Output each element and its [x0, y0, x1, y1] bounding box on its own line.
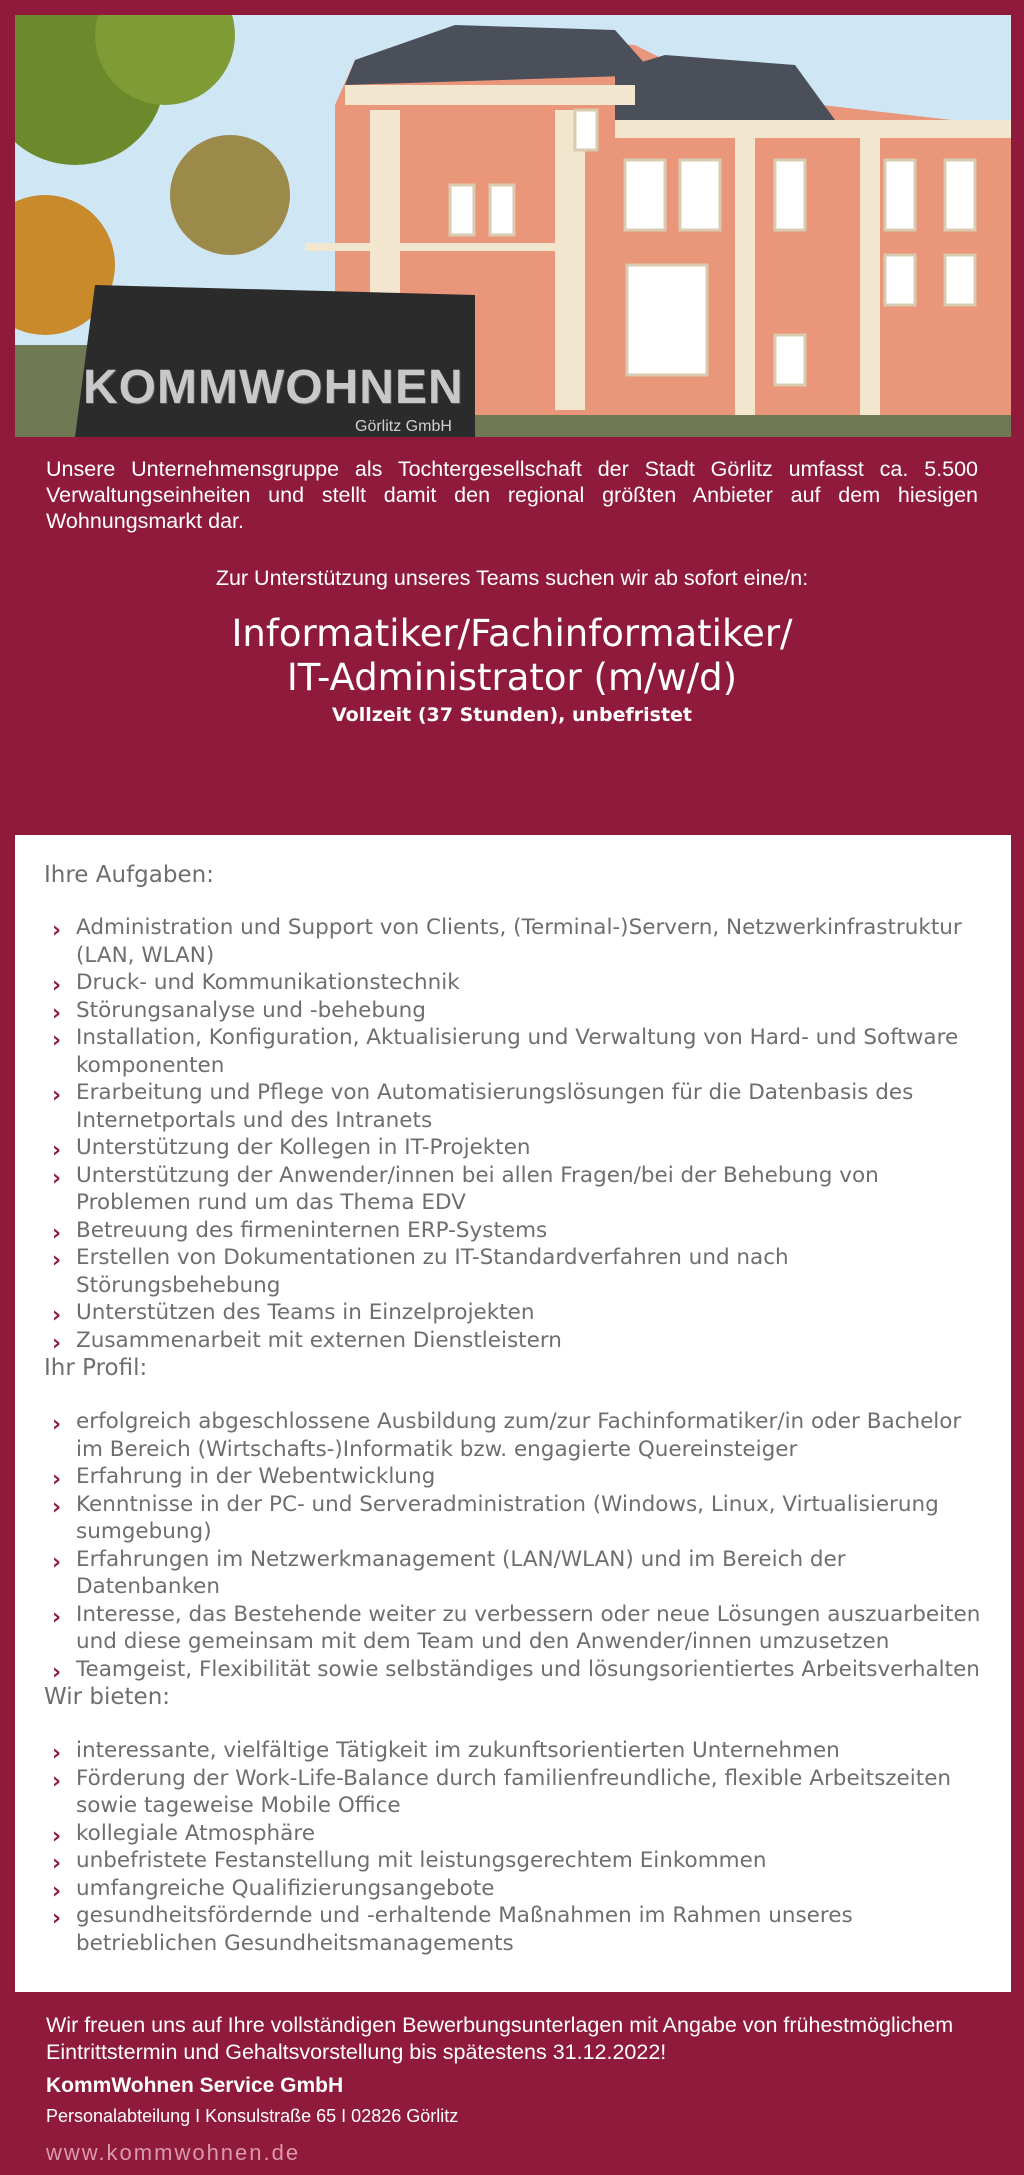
offer-heading: Wir bieten: — [44, 1684, 171, 1710]
offer-list — [44, 1737, 984, 1957]
job-title-line-2: IT-Administrator (m/w/d) — [286, 656, 738, 699]
list-item: › Teamgeist, Flexibilität sowie selbständiges und lösungsorientiertes Arbeitsverhalten — [52, 1656, 980, 1685]
list-item: › Zusammenarbeit mit externen Dienstleistern — [52, 1327, 562, 1356]
list-item: › Unterstützung der Kollegen in IT-Projekten — [52, 1135, 531, 1163]
job-title-line-1: Informatiker/Fachinformatiker/ — [231, 612, 793, 655]
chevron-right-icon: › — [52, 973, 62, 998]
intro-paragraph: Unsere Unternehmensgruppe als Tochtergesellschaft der Stadt Görlitz umfasst ca. 5.500 Verwaltungseinheiten und stellt damit den regional größten Anbieter auf dem hiesigen Wohnungsmarkt dar. — [46, 457, 978, 533]
list-item: › gesundheitsfördernde und -erhaltende Maßnahmen im Rahmen unseres betrieblichen Gesundheitsmanagements — [52, 1903, 853, 1956]
list-item: › Erarbeitung und Pflege von Automatisierungslösungen für die Datenbasis des Internetportals und des Intranets — [52, 1080, 914, 1133]
chevron-right-icon: › — [52, 1851, 62, 1876]
list-item: › Betreuung des firmeninternen ERP-Systems — [52, 1217, 548, 1246]
chevron-right-icon: › — [52, 1165, 62, 1191]
chevron-right-icon: › — [52, 1138, 62, 1163]
chevron-right-icon: › — [52, 1768, 62, 1794]
chevron-right-icon: › — [52, 1248, 62, 1273]
list-item: › interessante, vielfältige Tätigkeit im zukunftsorientierten Unternehmen — [52, 1738, 840, 1766]
company-address: Personalabteilung I Konsulstraße 65 I 02826 Görlitz — [46, 2106, 459, 2126]
search-line: Zur Unterstützung unseres Teams suchen wir ab sofort eine/n: — [215, 566, 809, 590]
application-note: Wir freuen uns auf Ihre vollständigen Bewerbungsunterlagen mit Angabe von frühestmöglichem Eintrittstermin und Gehaltsvorstellung bis spätestens 31.12.2022! — [46, 2013, 954, 2064]
list-item: › Förderung der Work-Life-Balance durch familienfreundliche, flexible Arbeitszeiten sowie tageweise Mobile Office — [52, 1765, 952, 1818]
chevron-right-icon: › — [52, 1659, 62, 1685]
list-item: › kollegiale Atmosphäre — [52, 1820, 315, 1849]
chevron-right-icon: › — [52, 1303, 62, 1328]
list-item: › Unterstützen des Teams in Einzelprojekten — [52, 1300, 535, 1328]
profile-list — [44, 1408, 984, 1683]
job-subtitle: Vollzeit (37 Stunden), unbefristet — [331, 704, 693, 726]
chevron-right-icon: › — [52, 1494, 62, 1520]
company-name: KommWohnen Service GmbH — [46, 2074, 344, 2097]
chevron-right-icon: › — [52, 918, 62, 943]
list-item: › umfangreiche Qualifizierungsangebote — [52, 1875, 495, 1904]
list-item: › Erstellen von Dokumentationen zu IT-Standardverfahren und nach Störungsbehebung — [52, 1245, 789, 1298]
tasks-heading: Ihre Aufgaben: — [44, 862, 214, 888]
chevron-right-icon: › — [52, 1083, 62, 1108]
chevron-right-icon: › — [52, 1220, 62, 1246]
chevron-right-icon: › — [52, 1467, 62, 1492]
list-item: › Druck- und Kommunikationstechnik — [52, 970, 460, 998]
chevron-right-icon: › — [52, 1330, 62, 1356]
website-link[interactable]: www.kommwohnen.de — [46, 2140, 301, 2165]
list-item: › Erfahrung in der Webentwicklung — [52, 1464, 436, 1492]
chevron-right-icon: › — [52, 1028, 62, 1053]
list-item: › Administration und Support von Clients, (Terminal-)Servern, Netzwerkinfrastruktur (LAN, WLAN) — [52, 915, 962, 968]
chevron-right-icon: › — [52, 1823, 62, 1849]
logo-text: KOMMWOHNEN — [83, 361, 464, 414]
job-title — [0, 612, 1024, 700]
profile-heading: Ihr Profil: — [44, 1355, 148, 1381]
tasks-list — [44, 914, 984, 1354]
list-item: › unbefristete Festanstellung mit leistungsgerechtem Einkommen — [52, 1848, 767, 1876]
chevron-right-icon: › — [52, 1549, 62, 1575]
chevron-right-icon: › — [52, 1604, 62, 1630]
list-item: › Interesse, das Bestehende weiter zu verbessern oder neue Lösungen auszuarbeiten und diese gemeinsam mit dem Team und den Anwender/innen umzusetzen — [52, 1601, 981, 1654]
chevron-right-icon: › — [52, 1412, 62, 1437]
chevron-right-icon: › — [52, 1878, 62, 1904]
list-item: › Unterstützung der Anwender/innen bei allen Fragen/bei der Behebung von Problemen rund um das Thema EDV — [52, 1162, 879, 1215]
hero-image — [15, 15, 1011, 437]
list-item: › erfolgreich abgeschlossene Ausbildung zum/zur Fachinformatiker/in oder Bachelor im Bereich (Wirtschafts-)Informatik bzw. engagierte Quereinsteiger — [52, 1409, 962, 1462]
chevron-right-icon: › — [52, 1741, 62, 1766]
list-item: › Erfahrungen im Netzwerkmanagement (LAN/WLAN) und im Bereich der Datenbanken — [52, 1546, 846, 1599]
list-item: › Störungsanalyse und -behebung — [52, 997, 426, 1026]
logo-subtitle: Görlitz GmbH — [355, 418, 452, 435]
chevron-right-icon: › — [52, 1000, 62, 1026]
list-item: › Kenntnisse in der PC- und Serveradministration (Windows, Linux, Virtualisierung sumgebung) — [52, 1491, 939, 1544]
list-item: › Installation, Konfiguration, Aktualisierung und Verwaltung von Hard- und Software komponenten — [52, 1025, 959, 1078]
chevron-right-icon: › — [52, 1906, 62, 1931]
